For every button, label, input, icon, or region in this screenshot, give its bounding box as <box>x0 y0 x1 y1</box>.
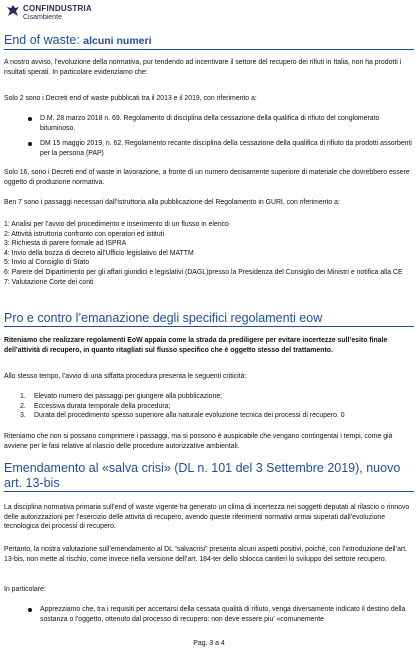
section-title-end-of-waste <box>4 33 414 50</box>
steps-intro-paragraph: Ben 7 sono i passaggi necessari dall’istruttoria alla pubblicazione del Regolamento in GURI, con riferimento a: <box>4 199 340 206</box>
list-item: D.M. 28 marzo 2018 n. 69. Regolamento di disciplina della cessazione della qualifica di rifiuto del conglomerato bituminoso. <box>28 114 412 133</box>
list-item: 1. Elevato numero dei passaggi per giungere alla pubblicazione; <box>20 393 223 400</box>
list-item: 5: Invio al Consiglio di Stato <box>4 259 90 267</box>
bullet-icon <box>28 117 32 121</box>
steps-list <box>4 220 414 287</box>
bullet-icon <box>28 142 32 146</box>
list-item: 4: Invio della bozza di decreto all’Ufficio legislativo del MATTM <box>4 249 194 257</box>
decrees-in-progress-paragraph: Solo 16, sono i Decreti end of waste in lavorazione, a fronte di un numero decisamente superiore di materiale che dovrebbero essere oggetto di produzione normativa. <box>4 169 410 186</box>
eagle-emblem-icon <box>6 4 20 18</box>
decrees-count-paragraph: Solo 2 sono i Decreti end of waste pubblicati tra il 2013 e il 2019, con riferimento a: <box>4 95 257 102</box>
criticality-intro: Allo stesso tempo, l’avvio di una siffatta procedura presenta le seguenti criticità: <box>4 373 247 380</box>
page-number: Pag. 3 a 4 <box>193 640 225 647</box>
list-item: 7: Valutazione Corte dei conti <box>4 278 94 286</box>
confindustria-logo <box>6 4 92 22</box>
logo-org: CONFINDUSTRIA <box>23 4 92 13</box>
section-title-emendamento: Emendamento al «salva crisi» (DL n. 101 del 3 Settembre 2019), nuovo art. 13-bis <box>4 461 414 492</box>
list-item: Apprezziamo che, tra i requisiti per accertarsi della cessata qualità di rifiuto, venga diversamente indicato il destino della sostanza o l’oggetto, ottenuto dal processo di recupero: non deve essere piu’ «comunemente <box>28 605 412 624</box>
lead-paragraph: Riteniamo che realizzare regolamenti EoW appaia come la strada da prediligere per evitare incertezze sull’esito finale dell’attività di recupero, in quanto ritagliati sul flusso specifico che è oggetto stesso del trattamento. <box>4 337 388 354</box>
in-particolare-label: In particolare: <box>4 586 46 593</box>
decrees-list <box>28 114 412 164</box>
list-item: DM 15 maggio 2019, n. 62. Regolamento recante disciplina della cessazione della qualifica di rifiuto da prodotti assorbenti per la persona (PAP) <box>28 139 412 158</box>
intro-paragraph: A nostro avviso, l’evoluzione della normativa, pur tendendo ad incentivare il settore del recupero dei rifiuti in Italia, non ha prodotti i risultati sperati. In particolare evidenziamo che: <box>4 59 402 76</box>
list-item: 1: Analisi per l’avvio del procedimento e inserimento di un flusso in elenco <box>4 221 229 228</box>
section-title-sub: alcuni numeri <box>83 35 152 47</box>
emendamento-bullets <box>28 605 412 630</box>
criticality-list <box>20 392 412 421</box>
list-item: 2. Eccessiva durata temporale della procedura; <box>20 402 171 410</box>
closing-paragraph: Riteniamo che non si possano comprimere i passaggi, ma si possono è auspicabile che vengano contingentai i tempi, come già avviene per le fasi relative al rilascio delle procedure autorizzative ambientali. <box>4 433 393 450</box>
list-item: 3: Richiesta di parere formale ad ISPRA <box>4 240 127 248</box>
section-title-pro-contro: Pro e contro l’emanazione degli specifici regolamenti eow <box>4 311 414 327</box>
list-item: 3. Durata del procedimento spesso superiore alla naturale evoluzione tecnica dei processi di recupero. 0 <box>20 412 345 420</box>
normative-paragraph: La disciplina normativa primaria sull’end of waste vigente ha generato un clima di incertezza nei soggetti deputati al rilascio o rinnovo delle autorizzazioni per l’esercizio delle attività di recupero, avendo queste riferimenti normativi ormai superati dall’evoluzione tecnologica dei processi di recupero. <box>4 504 410 531</box>
section-title-main: End of waste: <box>4 33 80 47</box>
list-item: 6: Parere del Dipartimento per gli affari giuridici e legislativi (DAGL)presso la Presidenza del Consiglio dei Ministri e notifica alla CE <box>4 268 403 276</box>
logo-sub: Cisambiente <box>23 14 62 21</box>
bullet-icon <box>28 608 32 612</box>
list-item: 2: Attività istruttoria confronto con operatori ed istituti <box>4 230 165 238</box>
evaluation-paragraph: Pertanto, la nostra valutazione sull’emendamento al DL “salvacrisi” presenta alcuni aspetti positivi, poiché, con l’introduzione dell’art. 13-bis, non mette al rischio, come invece nella versione dell’art. 184-ter dello sblocca cantieri lo sviluppo del settore recupero. <box>4 546 408 563</box>
